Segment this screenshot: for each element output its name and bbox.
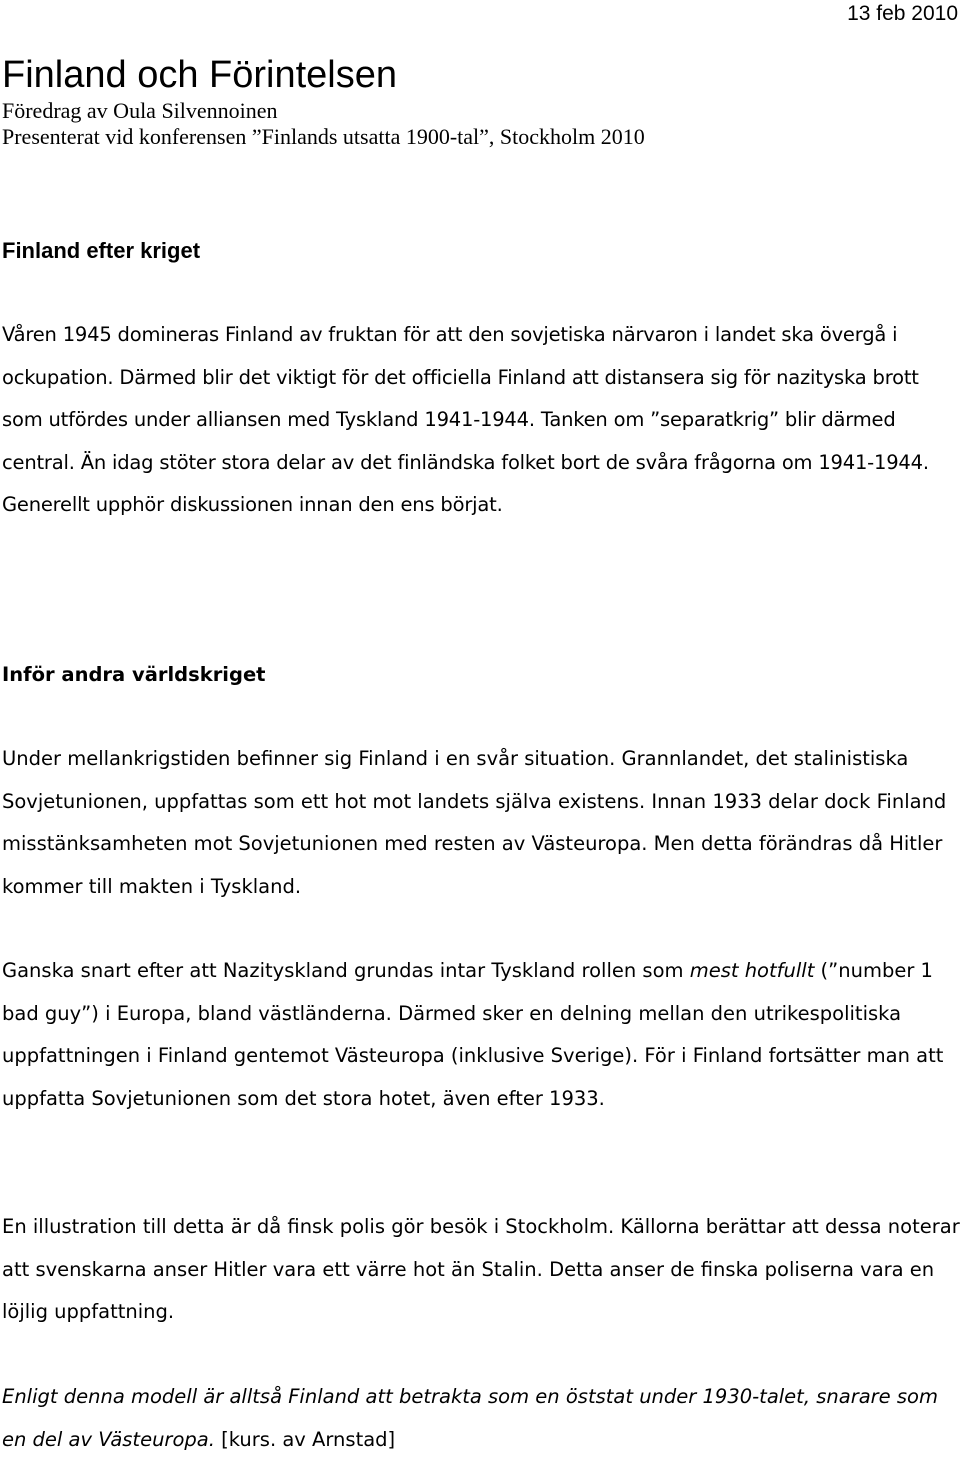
paragraph-text: Ganska snart efter att Nazityskland grundas intar Tyskland rollen som: [2, 959, 690, 982]
paragraph-nazi-germany: [2, 950, 960, 1120]
document-date: 13 feb 2010: [847, 2, 958, 25]
paragraph-police-visit: En illustration till detta är då finsk polis gör besök i Stockholm. Källorna berättar att dessa noterar att svenskarna anser Hitler vara ett värre hot än Stalin. Detta anser de finska poliserna vara en löjlig uppfattning.: [2, 1215, 960, 1323]
italic-conclusion: Enligt denna modell är alltså Finland att betrakta som en öststat under 1930-talet, snarare som en del av Västeuropa.: [2, 1385, 938, 1451]
italic-phrase: mest hotfullt: [689, 959, 815, 982]
conference-line: Presenterat vid konferensen ”Finlands utsatta 1900-tal”, Stockholm 2010: [2, 124, 645, 149]
lecture-byline: Föredrag av Oula Silvennoinen: [2, 98, 278, 123]
section-heading-after-war: Finland efter kriget: [2, 238, 201, 263]
document-title: Finland och Förintelsen: [2, 54, 397, 96]
section-heading-before-ww2: Inför andra världskriget: [2, 663, 266, 686]
paragraph-conclusion: [2, 1376, 960, 1461]
paragraph-text: (”number 1 bad guy”) i Europa, bland västländerna. Därmed sker en delning mellan den utrikespolitiska uppfattningen i Finland gentemot Västeuropa (inklusive Sverige). För i Finland fortsätter man att uppfatta Sovjetunionen som det stora hotet, även efter 1933.: [2, 959, 944, 1110]
paragraph-after-war: Våren 1945 domineras Finland av fruktan för att den sovjetiska närvaron i landet ska övergå i ockupation. Därmed blir det viktigt för det officiella Finland att distansera sig för nazityska brott som utfördes under alliansen med Tyskland 1941-1944. Tanken om ”separatkrig” blir därmed central. Än idag stöter stora delar av det finländska folket bort de svåra frågorna om 1941-1944. Generellt upphör diskussionen innan den ens börjat.: [2, 323, 929, 516]
paragraph-interwar: Under mellankrigstiden befinner sig Finland i en svår situation. Grannlandet, det stalinistiska Sovjetunionen, uppfattas som ett hot mot landets själva existens. Innan 1933 delar dock Finland misstänksamheten mot Sovjetunionen med resten av Västeuropa. Men detta förändras då Hitler kommer till makten i Tyskland.: [2, 747, 947, 898]
emphasis-note: [kurs. av Arnstad]: [214, 1427, 396, 1451]
